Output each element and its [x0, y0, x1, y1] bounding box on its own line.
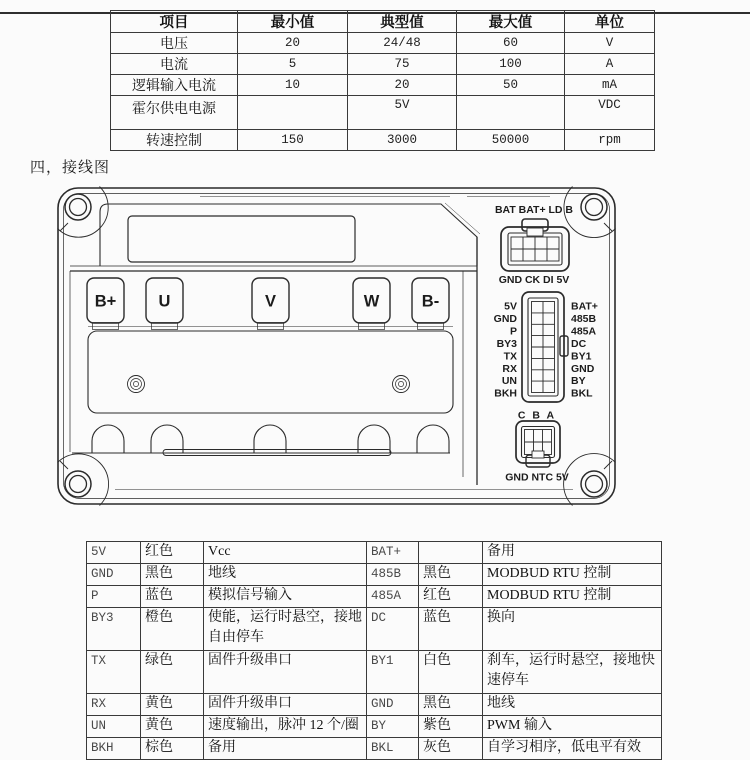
wire-color-cell: 黑色 [419, 564, 483, 586]
spec-cell: 50000 [457, 130, 565, 151]
middle-connector-left-pin-label: BKH [494, 387, 517, 400]
pin-name-cell: BKH [87, 738, 141, 760]
pin-name-cell: 5V [87, 542, 141, 564]
wire-color-cell: 黑色 [419, 694, 483, 716]
pin-name-cell: BKL [367, 738, 419, 760]
section-heading: 四，接线图 [30, 160, 111, 176]
spec-cell: 24/48 [348, 33, 457, 54]
wire-color-cell: 灰色 [419, 738, 483, 760]
middle-connector-right-pin-label: GND [571, 362, 595, 375]
pin-name-cell: BY [367, 716, 419, 738]
middle-connector-right-pin-labels [571, 301, 598, 400]
spec-cell: 转速控制 [111, 130, 238, 151]
top-connector [501, 219, 569, 271]
middle-connector-left-pin-label: 5V [504, 300, 517, 313]
pin-desc-cell: 换向 [483, 608, 662, 651]
middle-connector-right-pin-label: BKL [571, 387, 593, 400]
pin-desc-cell: 地线 [204, 564, 367, 586]
pin-name-cell: UN [87, 716, 141, 738]
pin-desc-cell: MODBUD RTU 控制 [483, 586, 662, 608]
pin-name-cell: TX [87, 651, 141, 694]
middle-connector [522, 292, 568, 402]
terminal-label-bplus: B+ [94, 292, 117, 311]
panel-screw-right [393, 376, 410, 393]
bottom-humps [92, 425, 449, 453]
pin-desc-cell: 使能，运行时悬空，接地自由停车 [204, 608, 367, 651]
terminal-band-edge [70, 237, 477, 485]
pin-desc-cell: 固件升级串口 [204, 694, 367, 716]
terminal-label-w: W [363, 292, 380, 311]
pin-name-cell: P [87, 586, 141, 608]
middle-connector-right-pin-label: BY [571, 375, 586, 388]
middle-connector-left-pin-label: RX [502, 362, 517, 375]
middle-connector-left-pin-label: GND [493, 312, 517, 325]
wire-color-cell: 蓝色 [419, 608, 483, 651]
panel-screw-left [128, 376, 145, 393]
spec-cell: 150 [238, 130, 348, 151]
pin-table-container [86, 541, 662, 760]
spec-cell: 5 [238, 54, 348, 75]
pin-desc-cell: 模拟信号输入 [204, 586, 367, 608]
top-connector-label-top: BAT BAT+ LD B [494, 204, 574, 216]
pin-name-cell: BAT+ [367, 542, 419, 564]
spec-header-cell: 最大值 [457, 11, 565, 33]
wire-color-cell: 红色 [419, 586, 483, 608]
spec-cell: 霍尔供电电源 [111, 96, 238, 130]
pin-table-row [87, 694, 662, 716]
corner-screw-top-left [58, 187, 109, 238]
spec-cell: mA [565, 75, 655, 96]
spec-cell: 电压 [111, 33, 238, 54]
spec-cell: 5V [348, 96, 457, 130]
spec-header-cell: 典型值 [348, 11, 457, 33]
spec-cell: 20 [238, 33, 348, 54]
wire-color-cell: 紫色 [419, 716, 483, 738]
wire-color-cell: 红色 [141, 542, 204, 564]
pin-desc-cell: 自学习相序，低电平有效 [483, 738, 662, 760]
spec-cell: 50 [457, 75, 565, 96]
corner-screw-bottom-right [564, 454, 616, 506]
spec-header-cell: 项目 [111, 11, 238, 33]
middle-connector-left-pin-labels [494, 301, 518, 400]
pin-name-cell: 485A [367, 586, 419, 608]
wire-color-cell: 橙色 [141, 608, 204, 651]
wire-color-cell: 黑色 [141, 564, 204, 586]
pin-desc-cell: PWM 输入 [483, 716, 662, 738]
terminal-label-u: U [158, 292, 171, 311]
middle-connector-right-pin-label: DC [571, 337, 587, 350]
pin-name-cell: GND [367, 694, 419, 716]
wire-color-cell [419, 542, 483, 564]
corner-screw-bottom-left [58, 454, 109, 506]
spec-cell: 60 [457, 33, 565, 54]
pin-table-body [87, 542, 662, 760]
spec-cell: 3000 [348, 130, 457, 151]
pin-name-cell: 485B [367, 564, 419, 586]
wire-color-cell: 蓝色 [141, 586, 204, 608]
pin-table [86, 541, 662, 760]
pin-name-cell: DC [367, 608, 419, 651]
spec-header-cell: 单位 [565, 11, 655, 33]
spec-cell: 10 [238, 75, 348, 96]
top-connector-label-bottom: GND CK DI 5V [498, 274, 570, 286]
spec-cell: VDC [565, 96, 655, 130]
spec-cell: 20 [348, 75, 457, 96]
pin-name-cell: RX [87, 694, 141, 716]
pin-table-row [87, 542, 662, 564]
middle-connector-right-pin-label: BAT+ [571, 300, 598, 313]
display-window [128, 216, 355, 262]
pin-table-row [87, 586, 662, 608]
bottom-connector-label-top: C B A [517, 409, 557, 422]
bottom-connector-label-bottom: GND NTC 5V [505, 471, 569, 484]
wire-color-cell: 黄色 [141, 716, 204, 738]
pin-desc-cell: 刹车，运行时悬空，接地快速停车 [483, 651, 662, 694]
pin-desc-cell: Vcc [204, 542, 367, 564]
top-panel-chamfer-line [445, 203, 480, 234]
wire-color-cell: 绿色 [141, 651, 204, 694]
bottom-connector [516, 421, 560, 467]
pin-desc-cell: 备用 [483, 542, 662, 564]
spec-cell: 逻辑输入电流 [111, 75, 238, 96]
spec-cell: 电流 [111, 54, 238, 75]
middle-connector-left-pin-label: P [509, 325, 517, 338]
pin-desc-cell: 速度输出，脉冲 12 个/圈 [204, 716, 367, 738]
middle-connector-left-pin-label: TX [503, 350, 517, 363]
middle-connector-left-pin-label: BY3 [496, 337, 517, 350]
middle-connector-right-pin-label: 485A [571, 325, 597, 338]
wire-color-cell: 黄色 [141, 694, 204, 716]
terminal-label-bminus: B- [421, 292, 440, 311]
middle-connector-left-pin-label: UN [501, 375, 517, 388]
lower-panel [88, 331, 453, 413]
top-panel-outline [100, 204, 477, 266]
pin-name-cell: GND [87, 564, 141, 586]
pin-desc-cell: 地线 [483, 694, 662, 716]
pin-desc-cell: 备用 [204, 738, 367, 760]
pin-name-cell: BY3 [87, 608, 141, 651]
middle-connector-right-pin-label: BY1 [571, 350, 592, 363]
terminal-label-v: V [264, 292, 277, 311]
spec-cell: V [565, 33, 655, 54]
pin-desc-cell: MODBUD RTU 控制 [483, 564, 662, 586]
spec-header-cell: 最小值 [238, 11, 348, 33]
pin-table-row [87, 651, 662, 694]
spec-cell: 75 [348, 54, 457, 75]
pin-desc-cell: 固件升级串口 [204, 651, 367, 694]
pin-table-row [87, 716, 662, 738]
pin-table-row [87, 564, 662, 586]
pin-table-row [87, 738, 662, 760]
wire-color-cell: 棕色 [141, 738, 204, 760]
spec-cell: 100 [457, 54, 565, 75]
spec-cell: rpm [565, 130, 655, 151]
wire-color-cell: 白色 [419, 651, 483, 694]
middle-connector-right-pin-label: 485B [571, 312, 597, 325]
spec-cell: A [565, 54, 655, 75]
pin-name-cell: BY1 [367, 651, 419, 694]
bottom-thin-bar [163, 450, 391, 456]
pin-table-row [87, 608, 662, 651]
